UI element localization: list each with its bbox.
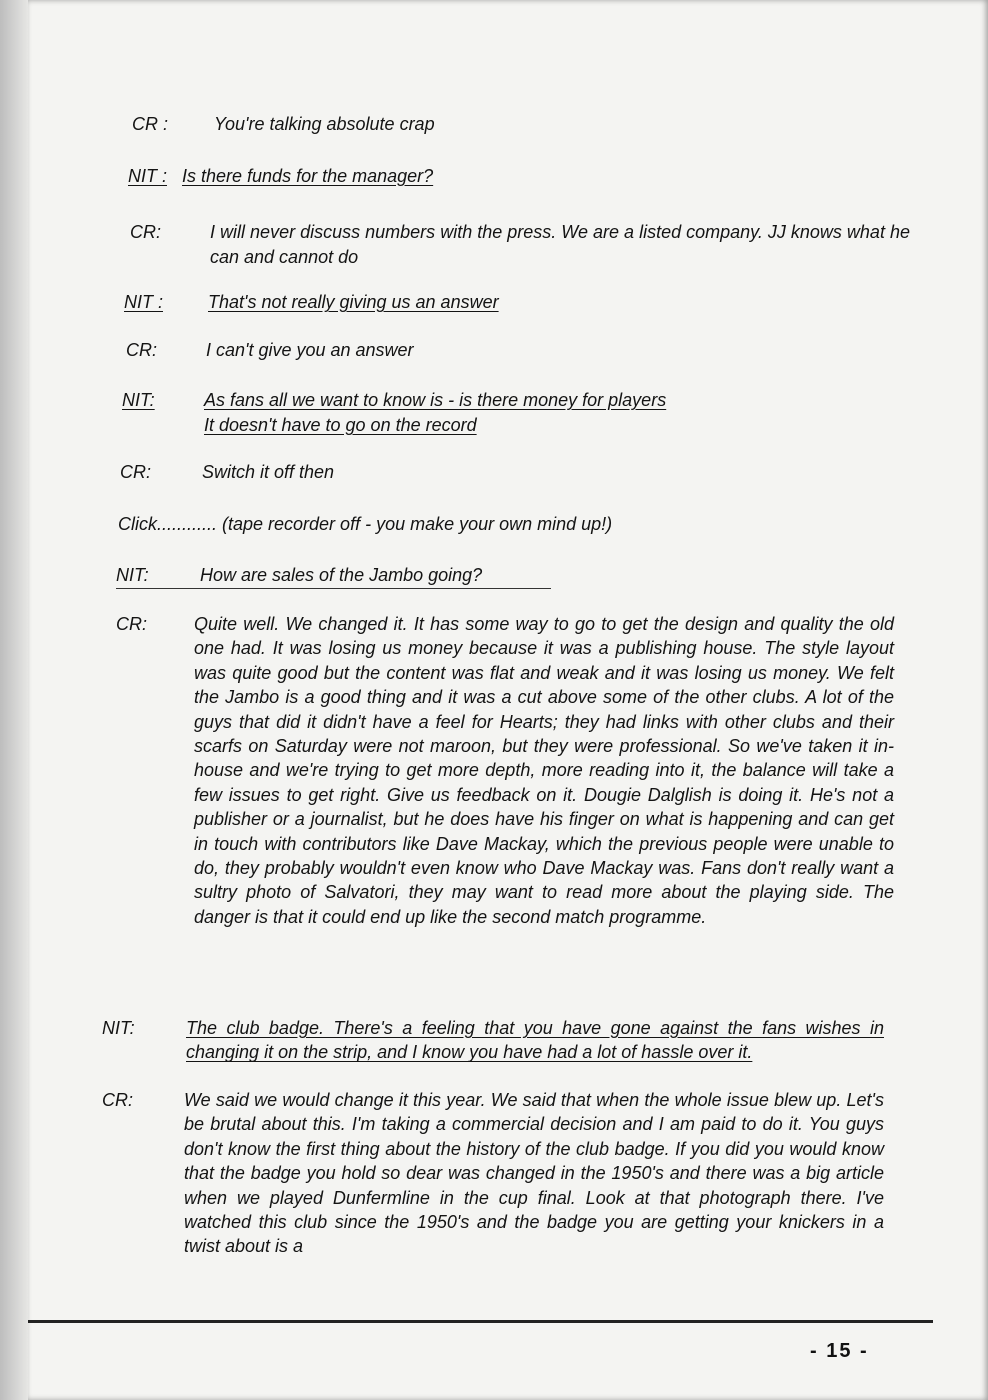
speaker-label: CR: (116, 614, 147, 634)
dialogue-text: Switch it off then (202, 462, 335, 482)
paragraph: Quite well. We changed it. It has some way to go to get the design and quality the old one had. It was losing us money because it was a publishing house. The style layout was quite good but the content was flat and weak and it was losing us money. We felt the Jambo is a good thing and it was a cut above some of the other clubs. A lot of the guys that did it didn't have a feel for Hearts; they had links with other clubs and their scarfs on Saturday were not maroon, but they were professional. So we've taken it in-house and we're trying to get more depth, more reading into it, the balance will take a few issues to get right. Give us feedback on it. Dougie Dalglish is doing it. He's not a publisher or a journalist, but he does have his finger on what is happening and can get in touch with contributors like Dave Mackay, which the previous people were unable to do, they probably wouldn't even know who Dave Mackay was. Fans don't really want a sultry photo of Salvatori, they may want to read more about the playing side. The danger is that it could end up like the second match programme. (194, 614, 894, 927)
dialogue-text: That's not really giving us an answer (208, 292, 499, 312)
speaker-label: CR : (132, 114, 168, 134)
speaker-label: NIT: (102, 1018, 135, 1038)
book-spine (0, 0, 28, 1400)
speaker-label: CR: (130, 222, 161, 242)
speaker-label: NIT: (122, 390, 155, 410)
answer-jambo-text (194, 612, 894, 929)
dialogue-text: How are sales of the Jambo going? (200, 565, 483, 585)
dialogue-text: I can't give you an answer (206, 340, 414, 360)
dialogue-text: You're talking absolute crap (214, 114, 435, 134)
paragraph: We said we would change it this year. We said that when the whole issue blew up. Let's be brutal about this. I'm taking a commercial decision and I am paid to do it. You guys don't know the first thing about the history of the club badge. If you did you would know that the badge you hold so dear was changed in the 1950's and there was a big article when we played Dunfermline in the cup final. Look at that photograph there. I've watched this club since the 1950's and the badge you are getting your knickers in a twist about is a (184, 1090, 884, 1257)
speaker-label: NIT : (124, 292, 163, 312)
speaker-label: NIT: (116, 565, 149, 585)
page-number: - 15 - (810, 1340, 869, 1362)
dialogue-text: I will never discuss numbers with the press. We are a listed company. JJ knows what he can and cannot do (210, 222, 910, 267)
speaker-label: Click............ (118, 514, 218, 534)
answer-badge-text (184, 1088, 884, 1259)
speaker-label: CR: (102, 1090, 133, 1110)
document-page (28, 0, 988, 1400)
dialogue-text: As fans all we want to know is - is there money for players (204, 390, 667, 410)
dialogue-text: Is there funds for the manager? (182, 166, 434, 186)
speaker-label: NIT : (128, 166, 167, 186)
speaker-label: CR: (120, 462, 151, 482)
underline-rule (116, 588, 551, 589)
footer-rule (28, 1320, 933, 1323)
speaker-label: CR: (126, 340, 157, 360)
dialogue-text: (tape recorder off - you make your own mind up!) (222, 514, 613, 534)
question-badge-text (186, 1016, 884, 1065)
paragraph: The club badge. There's a feeling that you have gone against the fans wishes in changing it on the strip, and I know you have had a lot of hassle over it. (186, 1018, 884, 1063)
dialogue-text: It doesn't have to go on the record (204, 415, 477, 435)
